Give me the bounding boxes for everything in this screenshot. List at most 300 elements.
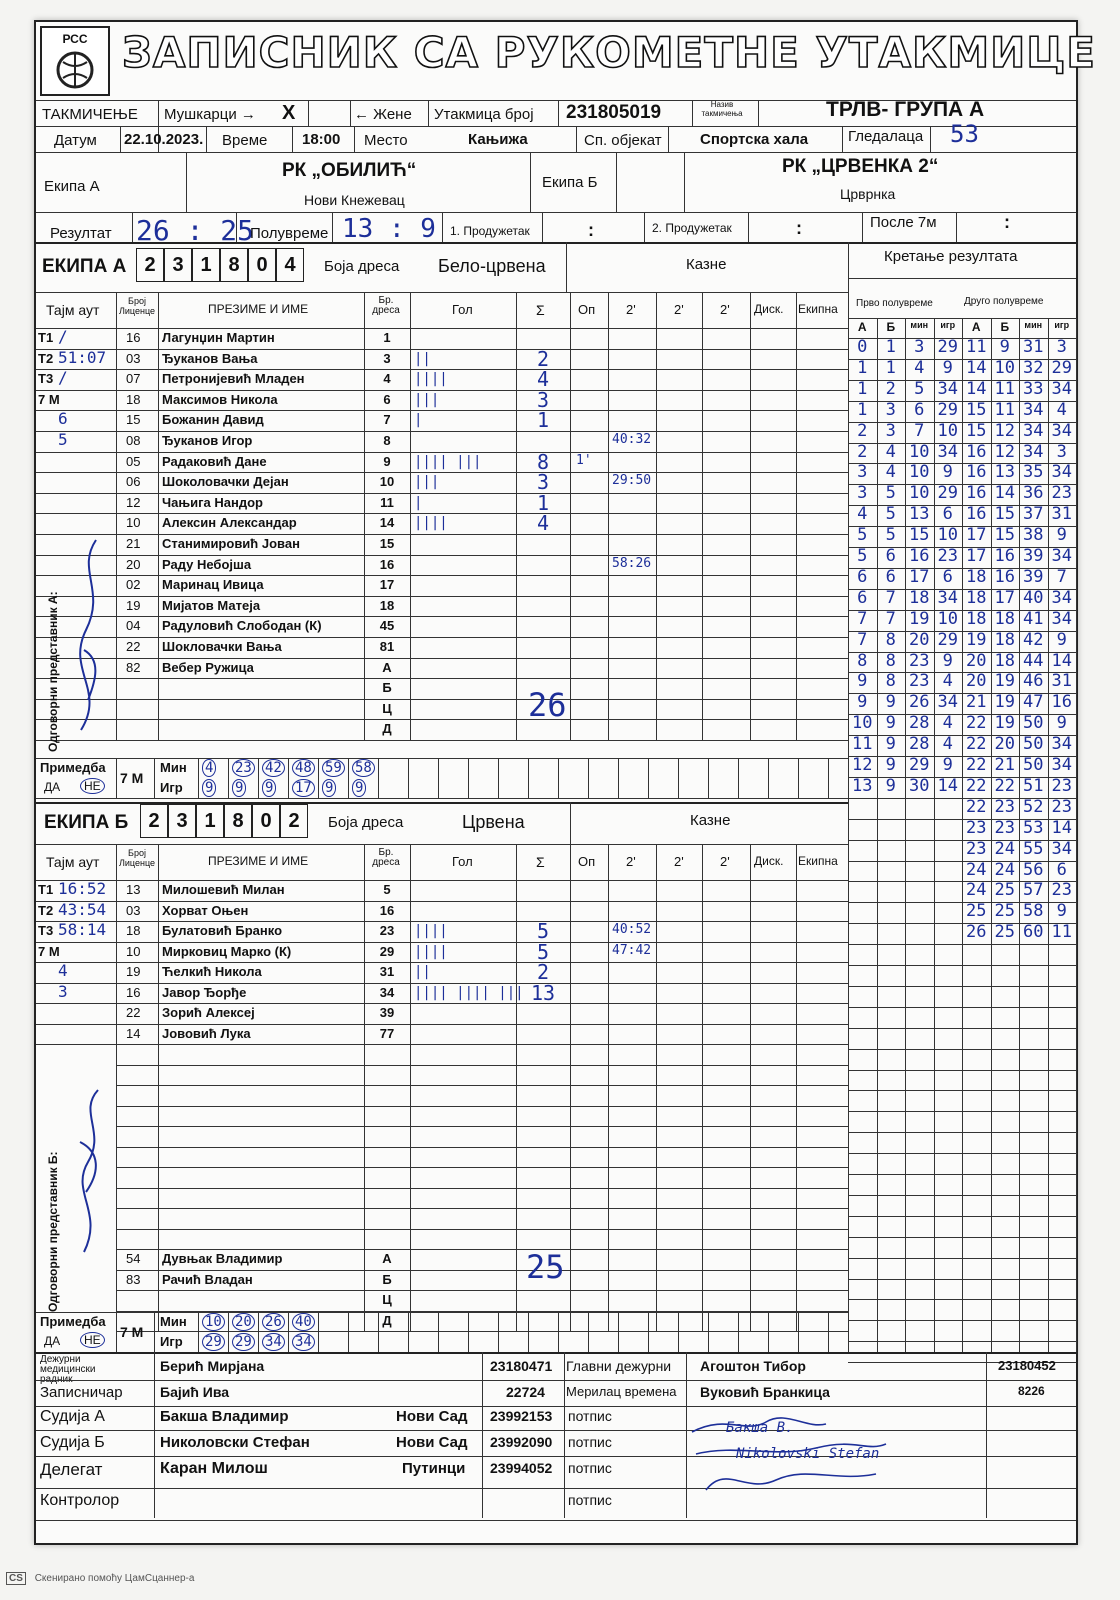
col-line	[796, 901, 797, 922]
col-line	[288, 758, 289, 798]
page-title: ЗАПИСНИК СА РУКОМЕТНЕ УТАКМИЦЕ	[122, 28, 1096, 77]
col-line	[438, 1312, 439, 1352]
col-line	[608, 616, 609, 637]
col-line	[848, 942, 849, 963]
col-line	[364, 1065, 365, 1086]
col-line	[702, 983, 703, 1004]
col-line	[750, 844, 751, 880]
code-digit: 3	[164, 248, 192, 282]
progress-value: 34	[1051, 838, 1072, 859]
col-line	[702, 699, 703, 720]
col-line	[1076, 318, 1077, 1352]
timeout-value: 43:54	[58, 899, 107, 919]
team-b-kit: Црвена	[462, 812, 525, 832]
col-line	[158, 983, 159, 1004]
progress-value: 50	[1023, 713, 1044, 734]
progress-value: 21	[966, 692, 987, 713]
goal-tally: |||| |||	[414, 453, 482, 470]
col-line	[848, 1085, 849, 1106]
col-line	[410, 1003, 411, 1024]
col-line	[702, 880, 703, 901]
col-line	[750, 719, 751, 740]
col-line	[570, 699, 571, 720]
col-line	[608, 1065, 609, 1086]
time-label: Време	[222, 132, 268, 149]
row-line	[848, 944, 1076, 945]
col-line	[410, 596, 411, 617]
col-line	[158, 534, 159, 555]
col-line	[570, 962, 571, 983]
goal-sum: 5	[536, 919, 550, 943]
row-line	[848, 1090, 1076, 1091]
col-line	[158, 921, 159, 942]
col-line	[570, 637, 571, 658]
col-line	[750, 1044, 751, 1065]
col-line	[570, 921, 571, 942]
goal-tally: |||| |||| |||	[414, 984, 524, 1001]
col-line	[750, 921, 751, 942]
col-line	[116, 1188, 117, 1209]
progress-value: 3	[914, 337, 925, 357]
footer-cell: Нови Сад	[396, 1408, 468, 1425]
col-line	[796, 1311, 797, 1332]
progress-value: 34	[1051, 587, 1072, 608]
row-line	[36, 740, 848, 741]
col-line	[570, 292, 571, 328]
col-line	[796, 513, 797, 534]
col-line	[410, 921, 411, 942]
col-line	[410, 431, 411, 452]
col-line	[570, 901, 571, 922]
progress-value: 14	[966, 357, 987, 378]
logo-text: РСС	[62, 32, 88, 46]
seven-igr-value: 9	[322, 779, 336, 797]
col-line	[656, 328, 657, 349]
col-line	[570, 1290, 571, 1311]
match-date: 22.10.2023.	[124, 131, 204, 148]
col-line	[158, 431, 159, 452]
progress-value: 9	[885, 775, 896, 796]
jersey-number: 15	[379, 536, 395, 551]
col-line	[364, 1311, 365, 1332]
progress-value: 0	[857, 337, 868, 357]
col-line	[558, 1312, 559, 1352]
col-line	[656, 699, 657, 720]
col-line	[364, 1085, 365, 1106]
col-line	[796, 472, 797, 493]
col-line	[608, 1188, 609, 1209]
col-line	[848, 1167, 849, 1188]
progress-value: 36	[1023, 483, 1044, 504]
timeout-value: /	[58, 368, 68, 388]
col-line	[570, 390, 571, 411]
progress-value: 6	[942, 504, 953, 525]
team-b-city: Црврнка	[840, 186, 896, 202]
col-line	[364, 1044, 365, 1065]
footer-cell: Делегат	[40, 1460, 103, 1479]
col-line	[608, 962, 609, 983]
col-line	[570, 1147, 571, 1168]
col-line	[516, 1106, 517, 1127]
col-line	[796, 678, 797, 699]
col-line	[608, 699, 609, 720]
progress-value: 9	[857, 671, 868, 692]
col-line	[796, 1249, 797, 1270]
timeout-value: /	[58, 327, 68, 346]
col-line	[656, 1003, 657, 1024]
col-line	[158, 1024, 159, 1045]
goal-sum: 4	[536, 511, 550, 536]
col-line	[848, 1270, 849, 1291]
seven-min-value: 20	[232, 1313, 255, 1331]
row-line	[848, 1279, 1076, 1280]
progress-value: 16	[966, 504, 987, 525]
col-line	[410, 1270, 411, 1291]
col-line	[410, 699, 411, 720]
footer-cell: Судија Б	[40, 1434, 105, 1451]
player-name: Шоколовачки Дејан	[162, 474, 289, 490]
referee-a-signature-text: Бакша В.	[726, 1420, 794, 1436]
row-line	[848, 1237, 1076, 1238]
jersey-number: А	[382, 659, 392, 675]
col-line	[796, 699, 797, 720]
col-line	[702, 1249, 703, 1270]
col-line	[656, 1167, 657, 1188]
row-line	[36, 1312, 848, 1313]
player-name: Чањига Нандор	[162, 494, 263, 510]
camscanner-icon: CS	[6, 1572, 26, 1585]
progress-value: 24	[966, 859, 987, 880]
col-line	[410, 901, 411, 922]
progress-value: 42	[1023, 629, 1044, 650]
col-line	[410, 575, 411, 596]
col-line	[364, 1290, 365, 1311]
venue-label: Сп. објекат	[584, 132, 662, 149]
note-no: НЕ	[80, 778, 105, 794]
progress-value: 18	[994, 608, 1015, 629]
progress-value: 18	[966, 566, 987, 587]
col-line	[608, 983, 609, 1004]
col-line	[656, 596, 657, 617]
progress-value: 7	[914, 420, 925, 441]
progress-value: 3	[857, 483, 868, 504]
col-line	[750, 1249, 751, 1270]
progress-value: 5	[885, 504, 896, 525]
row-line	[848, 986, 1076, 987]
col-line	[750, 1208, 751, 1229]
ot2-label: 2. Продужетак	[652, 221, 732, 235]
col-line	[656, 1065, 657, 1086]
jersey-number: 1	[383, 330, 391, 345]
col-line	[796, 1290, 797, 1311]
column-header: Оп	[578, 302, 596, 317]
col-line	[516, 1249, 517, 1270]
col-line	[608, 292, 609, 328]
progress-value: 18	[966, 587, 987, 608]
progress-value: 34	[1051, 608, 1072, 629]
col-line	[154, 1352, 155, 1518]
seven-min-value: 42	[262, 759, 285, 777]
col-line	[656, 921, 657, 942]
progress-value: 16	[909, 546, 930, 566]
progress-header: мин	[1024, 320, 1043, 330]
column-header: Гол	[452, 854, 473, 869]
progress-value: 15	[966, 420, 987, 441]
timeout-label: T1	[38, 330, 54, 345]
col-line	[364, 1167, 365, 1188]
progress-value: 34	[1023, 441, 1044, 462]
col-line	[656, 719, 657, 740]
col-line	[516, 637, 517, 658]
licence-number: 15	[126, 412, 141, 428]
progress-value: 12	[994, 420, 1015, 441]
team-a-city: Нови Кнежевац	[304, 192, 405, 208]
col-line	[796, 1065, 797, 1086]
col-line	[848, 1024, 849, 1045]
col-line	[588, 1312, 589, 1352]
col-line	[558, 758, 559, 798]
col-line	[750, 637, 751, 658]
col-line	[116, 658, 117, 679]
col-line	[796, 1085, 797, 1106]
licence-number: 22	[126, 1005, 141, 1020]
progress-value: 16	[994, 546, 1015, 566]
row-line	[848, 1070, 1076, 1071]
col-line	[848, 1106, 849, 1127]
team-b-label: Екипа Б	[542, 174, 598, 191]
first-half-label: Прво полувреме	[856, 298, 933, 309]
col-line	[796, 292, 797, 328]
col-line	[750, 1270, 751, 1291]
progress-value: 12	[852, 755, 873, 775]
row-line	[36, 798, 848, 799]
col-line	[258, 758, 259, 798]
jersey-number: 7	[383, 412, 391, 428]
col-line	[158, 699, 159, 720]
progress-value: 9	[942, 755, 953, 775]
col-line	[702, 719, 703, 740]
progress-value: 34	[1051, 420, 1072, 441]
row-line	[848, 1195, 1076, 1196]
col-line	[608, 901, 609, 922]
col-line	[702, 921, 703, 942]
row-line	[36, 1406, 1076, 1407]
seven-igr-value: 9	[202, 779, 216, 797]
progress-value: 44	[1023, 650, 1044, 671]
col-line	[848, 880, 849, 901]
col-line	[702, 1024, 703, 1045]
timeout-value: 51:07	[58, 347, 107, 367]
progress-value: 11	[994, 399, 1015, 420]
column-header: Тајм аут	[46, 302, 100, 318]
jersey-number: 3	[383, 350, 391, 366]
col-line	[158, 369, 159, 390]
timeout-value: 4	[58, 961, 68, 980]
col-line	[702, 1229, 703, 1250]
date-label: Датум	[54, 132, 97, 149]
col-line	[750, 349, 751, 370]
col-line	[158, 1085, 159, 1106]
col-line	[656, 1311, 657, 1332]
halftime-result: 13 : 9	[342, 214, 436, 244]
jersey-number: 39	[379, 1005, 395, 1020]
progress-value: 22	[966, 713, 987, 734]
progress-header: Б	[1000, 320, 1010, 334]
col-line	[116, 616, 117, 637]
col-line	[702, 493, 703, 514]
col-line	[702, 637, 703, 658]
progress-value: 6	[914, 399, 925, 420]
seven-min-value: 23	[232, 759, 255, 777]
col-line	[608, 493, 609, 514]
progress-value: 18	[909, 587, 930, 608]
col-line	[116, 493, 117, 514]
progress-header: Б	[886, 320, 896, 334]
col-line	[702, 555, 703, 576]
progress-value: 4	[914, 357, 925, 378]
team-b-name: РК „ЦРВЕНКА 2“	[782, 156, 939, 177]
col-line	[116, 942, 117, 963]
progress-value: 5	[857, 546, 868, 566]
progress-value: 6	[1056, 859, 1067, 880]
progress-value: 3	[857, 462, 868, 483]
code-digit: 1	[196, 804, 224, 838]
col-line	[116, 369, 117, 390]
col-line	[570, 719, 571, 740]
col-line	[656, 575, 657, 596]
player-name: Милошевић Милан	[162, 882, 285, 897]
progress-value: 55	[1023, 838, 1044, 859]
scanner-watermark	[6, 1572, 194, 1585]
col-line	[608, 1249, 609, 1270]
col-line	[198, 758, 199, 798]
col-line	[702, 1126, 703, 1147]
col-line	[750, 1311, 751, 1332]
progress-value: 9	[885, 755, 896, 775]
jersey-number: 8	[383, 433, 391, 448]
col-line	[656, 1044, 657, 1065]
col-line	[750, 1106, 751, 1127]
licence-number: 20	[126, 556, 141, 572]
footer-cell: 8226	[1018, 1384, 1045, 1398]
col-line	[656, 1249, 657, 1270]
women-label: ← Жене	[354, 106, 412, 123]
col-line	[516, 658, 517, 679]
progress-value: 14	[937, 775, 958, 796]
progress-value: 14	[1051, 650, 1072, 671]
progress-value: 52	[1023, 796, 1044, 817]
col-line	[796, 410, 797, 431]
col-line	[608, 719, 609, 740]
footer-cell: Берић Мирјана	[160, 1358, 265, 1374]
col-line	[608, 410, 609, 431]
col-line	[410, 390, 411, 411]
progress-value: 2	[857, 420, 868, 441]
col-line	[750, 1024, 751, 1045]
col-line	[410, 678, 411, 699]
col-line	[116, 678, 117, 699]
col-line	[702, 292, 703, 328]
row-line	[848, 1174, 1076, 1175]
col-line	[410, 472, 411, 493]
col-line	[154, 1312, 155, 1352]
col-line	[410, 962, 411, 983]
licence-number: 10	[126, 943, 141, 959]
progress-value: 15	[966, 399, 987, 420]
progress-value: 9	[942, 357, 953, 378]
progress-value: 8	[857, 650, 868, 671]
col-line	[158, 719, 159, 740]
progress-value: 4	[942, 671, 953, 692]
player-name: Зорић Алексеј	[162, 1005, 255, 1020]
col-line	[116, 1044, 117, 1065]
goal-tally: ||	[414, 964, 431, 980]
col-line	[750, 942, 751, 963]
col-line	[158, 349, 159, 370]
col-line	[848, 1229, 849, 1250]
jersey-number: Ц	[382, 700, 392, 716]
col-line	[378, 1312, 379, 1352]
col-line	[656, 1229, 657, 1250]
row-line	[36, 1380, 1076, 1381]
progress-value: 23	[994, 796, 1015, 817]
col-line	[702, 431, 703, 452]
col-line	[702, 596, 703, 617]
footer-cell: потпис	[568, 1434, 612, 1450]
footer-cell: потпис	[568, 1408, 612, 1424]
col-line	[116, 472, 117, 493]
col-line	[116, 452, 117, 473]
col-line	[750, 1147, 751, 1168]
col-line	[678, 758, 679, 798]
col-line	[750, 880, 751, 901]
col-line	[656, 637, 657, 658]
rep-b-signature	[70, 1082, 116, 1262]
progress-value: 39	[1023, 566, 1044, 587]
col-line	[750, 962, 751, 983]
col-line	[116, 1147, 117, 1168]
footer-cell: Главни дежурни	[566, 1358, 672, 1374]
timeout-label: 7 М	[38, 943, 60, 959]
progress-value: 5	[885, 525, 896, 546]
men-mark: X	[282, 102, 296, 124]
col-line	[750, 555, 751, 576]
col-line	[154, 758, 155, 798]
progress-value: 25	[994, 901, 1015, 922]
col-line	[608, 678, 609, 699]
col-line	[848, 1290, 849, 1311]
timeout-label: 7 М	[38, 391, 60, 407]
col-line	[702, 349, 703, 370]
col-line	[516, 1208, 517, 1229]
jersey-number: 14	[379, 515, 395, 531]
col-line	[608, 1003, 609, 1024]
progress-value: 1	[885, 337, 896, 357]
team-a-heading: ЕКИПА А	[42, 256, 127, 277]
footer-cell: Агоштон Тибор	[700, 1358, 806, 1374]
column-header: ПРЕЗИМЕ И ИМЕ	[208, 302, 309, 316]
progress-value: 9	[1056, 713, 1067, 734]
goal-sum: 5	[536, 939, 550, 964]
col-line	[570, 328, 571, 349]
progress-value: 3	[885, 420, 896, 441]
rep-a-label: Одговорни представник А:	[46, 591, 60, 752]
licence-number: 19	[126, 964, 141, 979]
progress-value: 25	[966, 901, 987, 922]
progress-value: 22	[994, 775, 1015, 796]
jersey-number: 6	[383, 391, 391, 407]
col-line	[516, 1311, 517, 1332]
